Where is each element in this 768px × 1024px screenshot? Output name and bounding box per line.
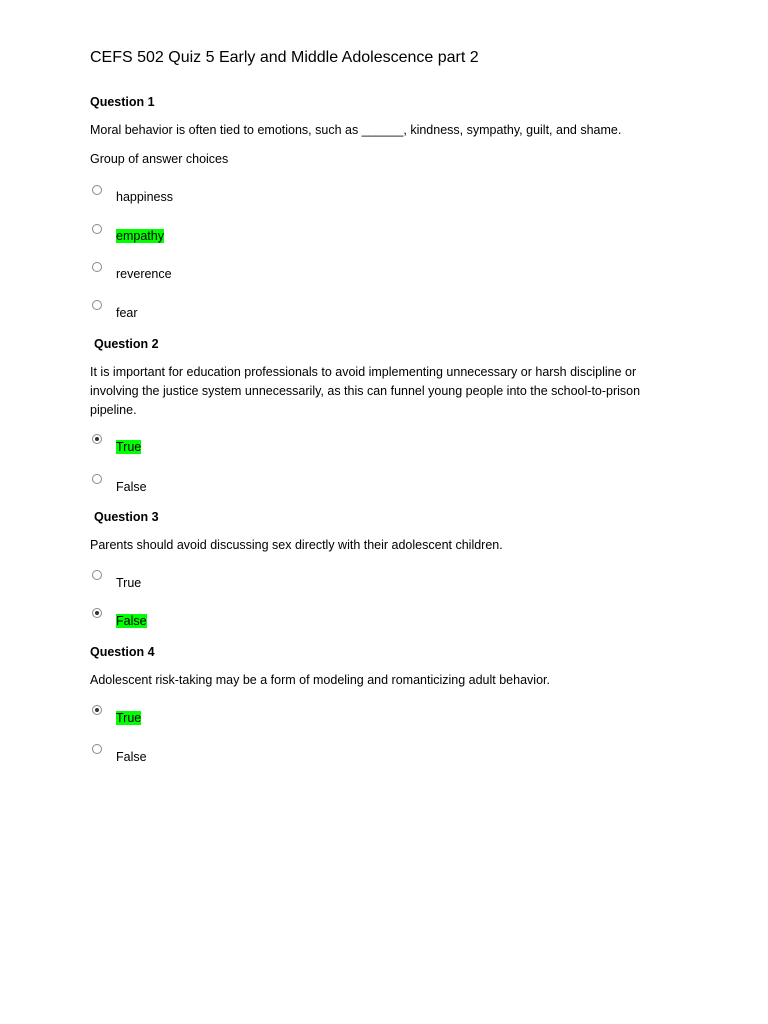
page-title: CEFS 502 Quiz 5 Early and Middle Adolescence part 2 (90, 49, 479, 66)
q1-option-1-label[interactable]: happiness (116, 190, 173, 204)
q4-option-2-radio[interactable] (92, 744, 102, 754)
q1-option-2-radio[interactable] (92, 224, 102, 234)
answer-group-label: Group of answer choices (90, 152, 229, 166)
q1-option-2-label[interactable]: empathy (116, 229, 164, 243)
question-3-heading: Question 3 (94, 510, 159, 524)
q1-option-3-label[interactable]: reverence (116, 267, 172, 281)
question-3-text: Parents should avoid discussing sex directly with their adolescent children. (90, 538, 503, 552)
q4-option-2-label[interactable]: False (116, 750, 147, 764)
q3-option-1-radio[interactable] (92, 570, 102, 580)
q4-option-1-radio[interactable] (92, 705, 102, 715)
q2-option-1-label[interactable]: True (116, 440, 142, 454)
question-1-heading: Question 1 (90, 95, 155, 109)
q1-option-4-radio[interactable] (92, 300, 102, 310)
q2-option-1-radio[interactable] (92, 434, 102, 444)
question-4-text: Adolescent risk-taking may be a form of modeling and romanticizing adult behavior. (90, 673, 550, 687)
q3-option-1-label[interactable]: True (116, 576, 142, 590)
q3-option-2-label[interactable]: False (116, 614, 147, 628)
question-4-heading: Question 4 (90, 645, 155, 659)
q2-option-2-label[interactable]: False (116, 480, 147, 494)
q4-option-1-label[interactable]: True (116, 711, 142, 725)
question-2-heading: Question 2 (94, 337, 159, 351)
q1-option-3-radio[interactable] (92, 262, 102, 272)
q1-option-4-label[interactable]: fear (116, 306, 138, 320)
q3-option-2-radio[interactable] (92, 608, 102, 618)
q2-option-2-radio[interactable] (92, 474, 102, 484)
question-1-text: Moral behavior is often tied to emotions, such as ______, kindness, sympathy, guilt, and shame. (90, 123, 622, 137)
question-2-text: It is important for education professionals to avoid implementing unnecessary or harsh discipline or involving the justice system unnecessarily, as this can funnel young people into the school-to-prison pipeline. (90, 365, 641, 417)
q1-option-1-radio[interactable] (92, 185, 102, 195)
